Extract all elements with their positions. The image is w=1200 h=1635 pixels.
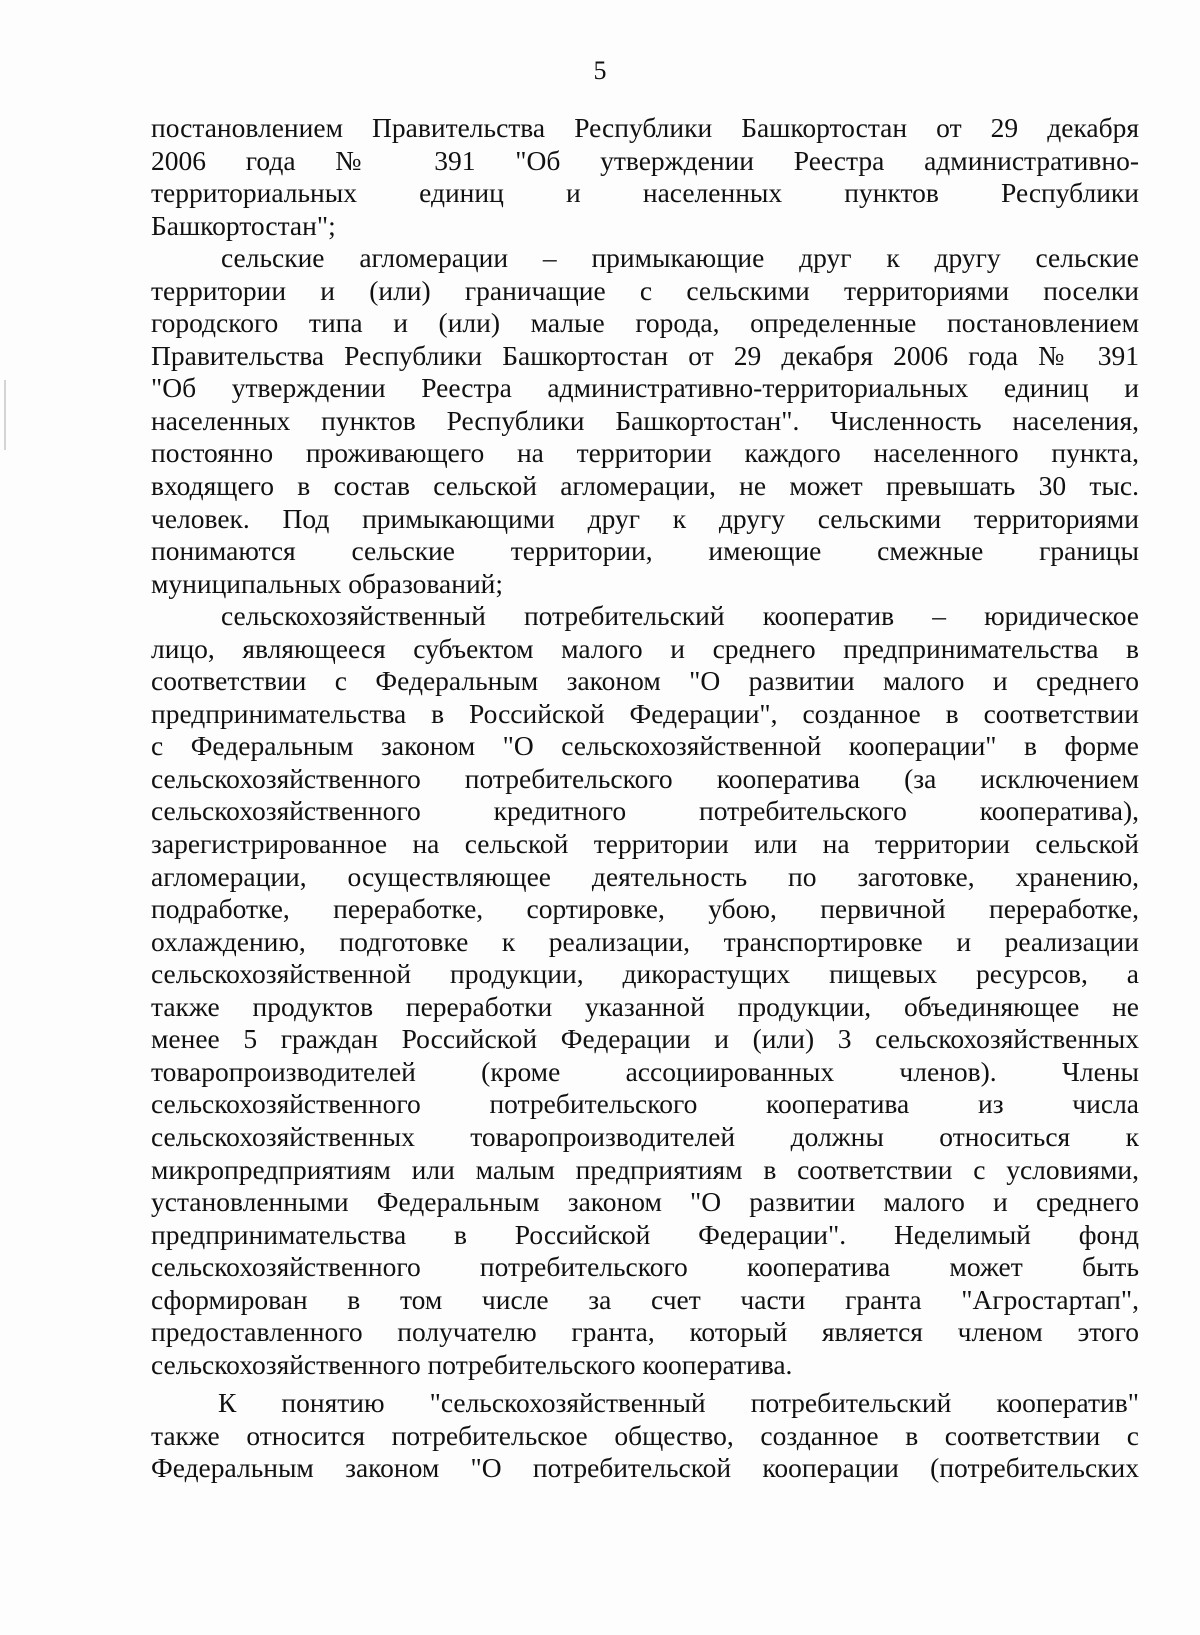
text-line: входящего в состав сельской агломерации, не может превышать 30 тыс. [151,470,1139,502]
text-line: территориальных единиц и населенных пунктов Республики [151,177,1139,209]
text-line: 2006 года № 391 "Об утверждении Реестра административно- [151,144,1139,176]
text-line: сельскохозяйственного потребительского кооператива (за исключением [151,762,1139,794]
text-line: сельскохозяйственного потребительского кооператива может быть [151,1251,1139,1283]
text-line: установленными Федеральным законом "О развитии малого и среднего [151,1186,1139,1218]
text-line: населенных пунктов Республики Башкортостан". Численность населения, [151,404,1139,436]
text-line: человек. Под примыкающими друг к другу сельскими территориями [151,502,1139,534]
text-line: городского типа и (или) малые города, определенные постановлением [151,307,1139,339]
text-line: предпринимательства в Российской Федерации". Неделимый фонд [151,1218,1139,1250]
text-line: сельскохозяйственный потребительский кооператив – юридическое [221,600,1139,632]
text-line: также относится потребительское общество, созданное в соответствии с [151,1419,1139,1451]
text-line: также продуктов переработки указанной продукции, объединяющее не [151,990,1139,1022]
text-line: предоставленного получателю гранта, который является членом этого [151,1316,1139,1348]
page-number: 5 [593,56,607,85]
text-line: сельскохозяйственной продукции, дикорастущих пищевых ресурсов, а [151,958,1139,990]
text-line: Правительства Республики Башкортостан от 29 декабря 2006 года № 391 [151,339,1139,371]
text-line: сформирован в том числе за счет части гранта "Агростартап", [151,1283,1139,1315]
paragraph [151,1387,1139,1485]
text-line: лицо, являющееся субъектом малого и среднего предпринимательства в [151,632,1139,664]
text-line: территории и (или) граничащие с сельскими территориями поселки [151,274,1139,306]
text-line: охлаждению, подготовке к реализации, транспортировке и реализации [151,925,1139,957]
text-line: сельские агломерации – примыкающие друг к другу сельские [221,242,1139,274]
text-line: сельскохозяйственного потребительского кооператива из числа [151,1088,1139,1120]
paragraph [151,242,1139,600]
text-line: Башкортостан"; [151,209,336,241]
text-line: товаропроизводителей (кроме ассоциированных членов). Члены [151,1055,1139,1087]
text-line: соответствии с Федеральным законом "О развитии малого и среднего [151,665,1139,697]
text-line: постоянно проживающего на территории каждого населенного пункта, [151,437,1139,469]
text-line: подработке, переработке, сортировке, убою, первичной переработке, [151,893,1139,925]
paragraph [151,112,1139,242]
text-line: К понятию "сельскохозяйственный потребительский кооператив" [218,1387,1139,1419]
text-line: "Об утверждении Реестра административно-территориальных единиц и [151,372,1139,404]
text-line: зарегистрированное на сельской территории или на территории сельской [151,828,1139,860]
text-line: менее 5 граждан Российской Федерации и (или) 3 сельскохозяйственных [151,1023,1139,1055]
text-line: предпринимательства в Российской Федерации", созданное в соответствии [151,697,1139,729]
text-line: микропредприятиям или малым предприятиям в соответствии с условиями, [151,1153,1139,1185]
text-line: постановлением Правительства Республики Башкортостан от 29 декабря [151,112,1139,143]
text-line: Федеральным законом "О потребительской кооперации (потребительских [151,1452,1139,1484]
text-line: агломерации, осуществляющее деятельность по заготовке, хранению, [151,860,1139,892]
scan-edge-mark [4,380,6,450]
document-body [151,112,1139,1485]
text-line: сельскохозяйственного кредитного потребительского кооператива), [151,795,1139,827]
paragraph [151,600,1139,1381]
text-line: муниципальных образований; [151,567,504,599]
text-line: понимаются сельские территории, имеющие смежные границы [151,535,1139,567]
text-line: с Федеральным законом "О сельскохозяйственной кооперации" в форме [151,730,1139,762]
text-line: сельскохозяйственного потребительского кооператива. [151,1348,793,1380]
text-line: сельскохозяйственных товаропроизводителей должны относиться к [151,1120,1139,1152]
